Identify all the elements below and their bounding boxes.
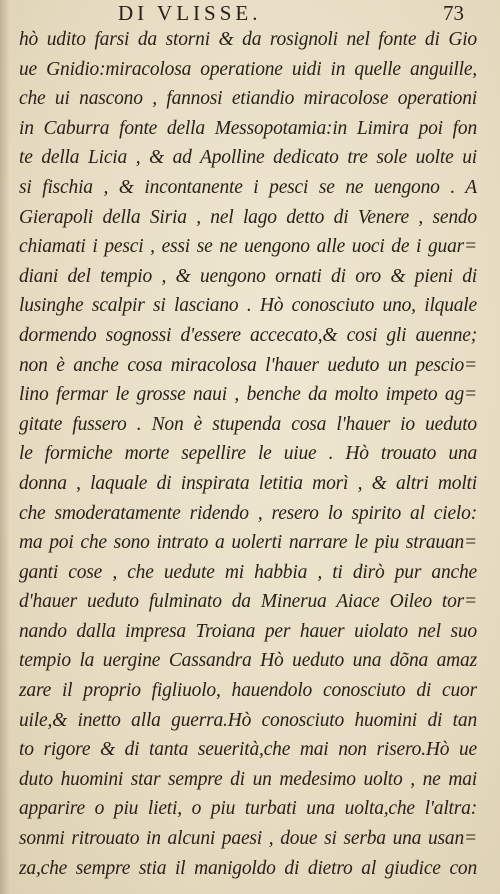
text-line: ue Gnidio:miracolosa operatione uidi in quelle anguille, <box>19 58 477 80</box>
text-line: te della Licia , & ad Apolline dedicato tre sole uolte ui <box>19 147 477 169</box>
text-line: lusinghe scalpir si lasciano . Hò conosciuto uno, ilquale <box>19 295 477 317</box>
text-line: donna , laquale di inspirata letitia morì , & altri molti <box>19 472 477 494</box>
text-line: si fischia , & incontanente i pesci se ne uengono . A <box>19 176 477 198</box>
text-line: uile,& inetto alla guerra.Hò conosciuto huomini di tan <box>19 709 477 731</box>
running-title: DI VLISSE. <box>118 1 262 25</box>
running-head <box>0 0 500 24</box>
text-line: in Caburra fonte della Messopotamia:in Limira poi fon <box>19 117 477 139</box>
text-line: Gierapoli della Siria , nel lago detto di Venere , sendo <box>19 206 477 228</box>
text-line: che smoderatamente ridendo , resero lo spirito al cielo: <box>19 502 477 524</box>
text-line: che ui nascono , fannosi etiandio miracolose operationi <box>19 88 477 110</box>
gutter-shadow <box>0 0 10 894</box>
text-block <box>19 25 477 883</box>
text-line: duto huomini star sempre di un medesimo uolto , ne mai <box>19 768 477 790</box>
text-line: non è anche cosa miracolosa l'hauer ueduto un pescio= <box>19 354 477 376</box>
text-line: sonmi ritrouato in alcuni paesi , doue si serba una usan= <box>19 828 477 850</box>
page-number: 73 <box>443 1 464 25</box>
text-line: apparire o piu lieti, o piu turbati una uolta,che l'altra: <box>19 798 477 820</box>
text-line: za,che sempre stia il manigoldo di dietro al giudice con <box>19 857 477 879</box>
text-line: hò udito farsi da storni & da rosignoli nel fonte di Gio <box>19 29 477 50</box>
text-line: gitate fussero . Non è stupenda cosa l'hauer io ueduto <box>19 413 477 435</box>
text-line: lino fermar le grosse naui , benche da molto impeto ag= <box>19 384 477 406</box>
text-line: ganti cose , che uedute mi habbia , ti dirò pur anche <box>19 561 477 583</box>
text-line: tempio la uergine Cassandra Hò ueduto una dõna amaz <box>19 650 477 672</box>
text-line: diani del tempio , & uengono ornati di oro & pieni di <box>19 265 477 287</box>
text-line: zare il proprio figliuolo, hauendolo conosciuto di cuor <box>19 680 477 702</box>
text-line: dormendo sognossi d'essere accecato,& cosi gli auenne; <box>19 324 477 346</box>
text-line: nando dalla impresa Troiana per hauer uiolato nel suo <box>19 620 477 642</box>
text-line: d'hauer ueduto fulminato da Minerua Aiace Oileo tor= <box>19 591 477 613</box>
text-line: to rigore & di tanta seuerità,che mai non risero.Hò ue <box>19 739 477 761</box>
text-line: le formiche morte sepellire le uiue . Hò trouato una <box>19 443 477 465</box>
text-line: ma poi che sono intrato a uolerti narrare le piu strauan= <box>19 532 477 554</box>
text-line: chiamati i pesci , essi se ne uengono alle uoci de i guar= <box>19 236 477 258</box>
